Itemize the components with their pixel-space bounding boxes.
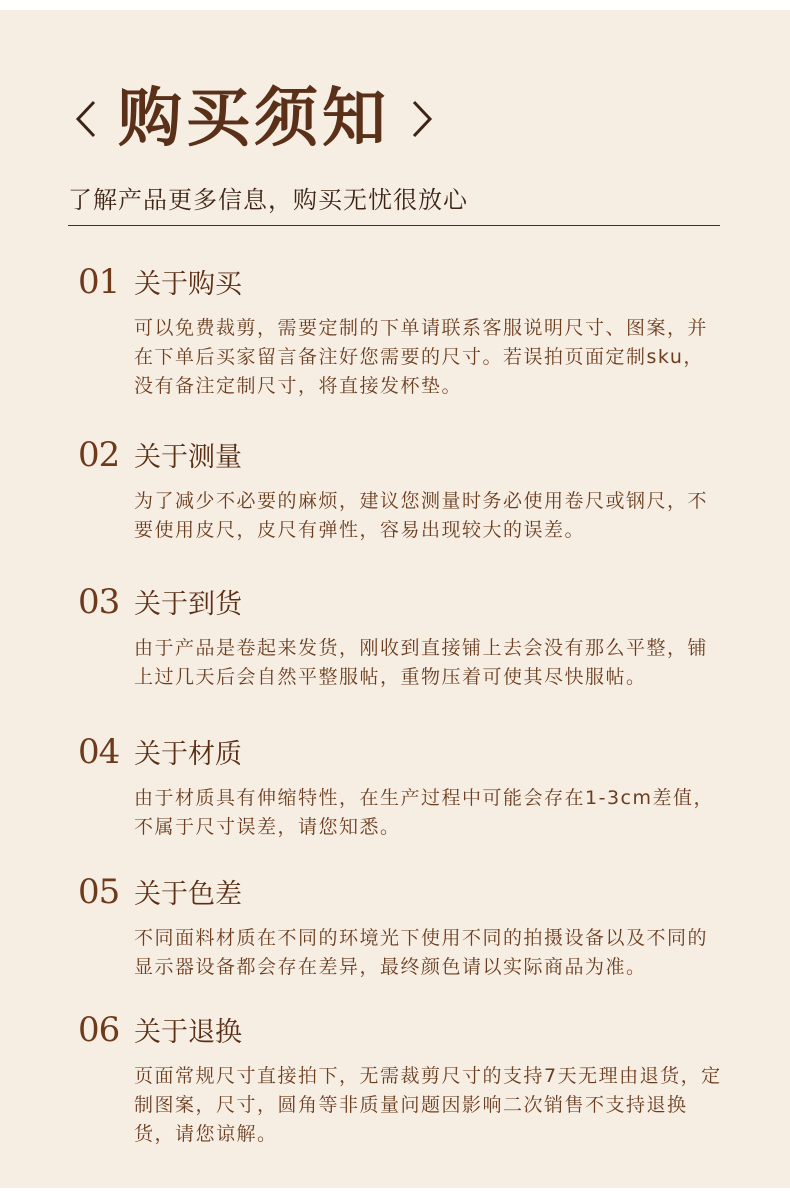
section-title: 关于测量 xyxy=(134,442,242,473)
section-number: 05 xyxy=(78,872,120,912)
section-header xyxy=(78,732,738,772)
section-title: 关于到货 xyxy=(134,589,242,620)
section-material xyxy=(78,732,738,842)
section-header xyxy=(78,262,738,302)
section-header xyxy=(78,435,738,475)
section-body: 可以免费裁剪，需要定制的下单请联系客服说明尺寸、图案，并在下单后买家留言备注好您需要的尺寸。若误拍页面定制sku，没有备注定制尺寸，将直接发杯垫。 xyxy=(134,317,709,397)
header xyxy=(66,74,442,164)
section-number: 06 xyxy=(78,1010,120,1050)
chevron-left-icon xyxy=(66,94,106,144)
section-body: 不同面料材质在不同的环境光下使用不同的拍摄设备以及不同的显示器设备都会存在差异，最终颜色请以实际商品为准。 xyxy=(134,927,709,978)
section-title: 关于色差 xyxy=(134,879,242,910)
section-purchase xyxy=(78,262,738,401)
chevron-right-icon xyxy=(402,94,442,144)
divider xyxy=(68,225,720,226)
section-title: 关于购买 xyxy=(134,269,242,300)
section-returns xyxy=(78,1010,738,1149)
section-body: 由于产品是卷起来发货，刚收到直接铺上去会没有那么平整，铺上过几天后会自然平整服帖，重物压着可使其尽快服帖。 xyxy=(134,637,709,688)
section-color-difference xyxy=(78,872,738,982)
section-delivery xyxy=(78,582,738,692)
section-number: 02 xyxy=(78,435,120,475)
section-title: 关于材质 xyxy=(134,739,242,770)
section-header xyxy=(78,582,738,622)
section-header xyxy=(78,1010,738,1050)
page-title: 购买须知 xyxy=(118,81,390,156)
section-number: 03 xyxy=(78,582,120,622)
section-body: 页面常规尺寸直接拍下，无需裁剪尺寸的支持7天无理由退货，定制图案，尺寸，圆角等非质量问题因影响二次销售不支持退换货，请您谅解。 xyxy=(134,1065,722,1145)
section-number: 04 xyxy=(78,732,120,772)
section-header xyxy=(78,872,738,912)
section-number: 01 xyxy=(78,262,120,302)
page xyxy=(0,10,790,1188)
section-body: 由于材质具有伸缩特性，在生产过程中可能会存在1-3cm差值，不属于尺寸误差，请您知悉。 xyxy=(134,787,714,838)
section-title: 关于退换 xyxy=(134,1017,242,1048)
page-subtitle: 了解产品更多信息，购买无忧很放心 xyxy=(68,186,468,214)
section-body: 为了减少不必要的麻烦，建议您测量时务必使用卷尺或钢尺，不要使用皮尺，皮尺有弹性，容易出现较大的误差。 xyxy=(134,490,709,541)
section-measurement xyxy=(78,435,738,545)
